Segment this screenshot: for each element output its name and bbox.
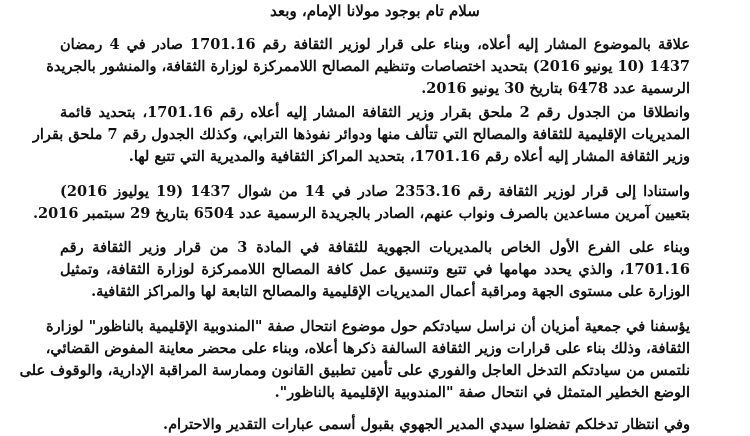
paragraph-line: الوضع الخطير المتمثل في انتحال صفة "المندوبية الإقليمية بالناظور".	[274, 384, 690, 401]
paragraph-5	[19, 316, 690, 404]
paragraph-2	[32, 102, 690, 168]
paragraph-line: 1437 (10 يونيو 2016) بتحديد اختصاصات وتنظيم المصالح اللاممركزة لوزارة الثقافة، والمنشور بالجريدة	[46, 58, 690, 75]
paragraph-line: علاقة بالموضوع المشار إليه أعلاه، وبناء على قرار لوزير الثقافة رقم 1701.16 صادر في 4 رمضان	[60, 36, 690, 53]
greeting: سلام تام بوجود مولانا الإمام، وبعد	[270, 2, 480, 20]
paragraph-line: 1701.16، والذي يحدد مهامها في تتبع وتنسيق عمل كافة المصالح اللاممركزة لوزارة الثقافة، وتمثيل	[60, 261, 690, 278]
paragraph-6	[60, 414, 690, 436]
paragraph-line: الثقافة، وذلك بناء على قرارات وزير الثقافة السالفة ذكرها أعلاه، وبناء على محضر معاينة المفوض القضائي،	[45, 340, 690, 357]
paragraph-4	[60, 237, 690, 303]
paragraph-3	[32, 181, 690, 225]
paragraph-line: الرسمية عدد 6478 بتاريخ 30 يونيو 2016.	[421, 80, 690, 97]
paragraph-line: يؤسفنا في جمعية أمزيان أن نراسل سيادتكم حول موضوع انتحال صفة "المندوبية الإقليمية بالناظور" لوزارة	[45, 318, 690, 335]
paragraph-line: وفي انتظار تدخلكم تفضلوا سيدي المدير الجهوي بقبول أسمى عبارات التقدير والاحترام.	[163, 416, 690, 433]
paragraph-line: وزير الثقافة المشار إليه أعلاه رقم 1701.16، بتحديد المراكز الثقافية والمديرية التي تتبع لها.	[128, 148, 690, 165]
paragraph-line: نلتمس من سيادتكم التدخل العاجل والفوري على تأمين تطبيق القانون وممارسة المراقبة الإدارية، والوقوف على	[19, 362, 690, 379]
paragraph-1	[46, 34, 690, 100]
paragraph-line: وبناء على الفرع الأول الخاص بالمديريات الجهوية للثقافة في المادة 3 من قرار وزير الثقافة رقم	[60, 239, 690, 256]
paragraph-line: الوزارة على مستوى الجهة ومراقبة أعمال المديريات الإقليمية والمصالح التابعة لها والمراكز الثقافية.	[91, 283, 690, 300]
paragraph-line: المديريات الإقليمية للثقافة والمصالح التي تتألف منها ودوائر نفوذها الترابي، وكذلك الجدول رقم 7 ملحق بقرار	[32, 126, 690, 143]
paragraph-line: وانطلاقا من الجدول رقم 2 ملحق بقرار وزير الثقافة المشار إليه أعلاه رقم 1701.16، بتحديد قائمة	[60, 104, 690, 121]
paragraph-line: واستنادا إلى قرار لوزير الثقافة رقم 2353.16 صادر في 14 من شوال 1437 (19 يوليوز 2016)	[60, 183, 690, 200]
paragraph-line: بتعيين آمرين مساعدين بالصرف ونواب عنهم، الصادر بالجريدة الرسمية عدد 6504 بتاريخ 29 سبتمبر 2016.	[32, 205, 690, 222]
